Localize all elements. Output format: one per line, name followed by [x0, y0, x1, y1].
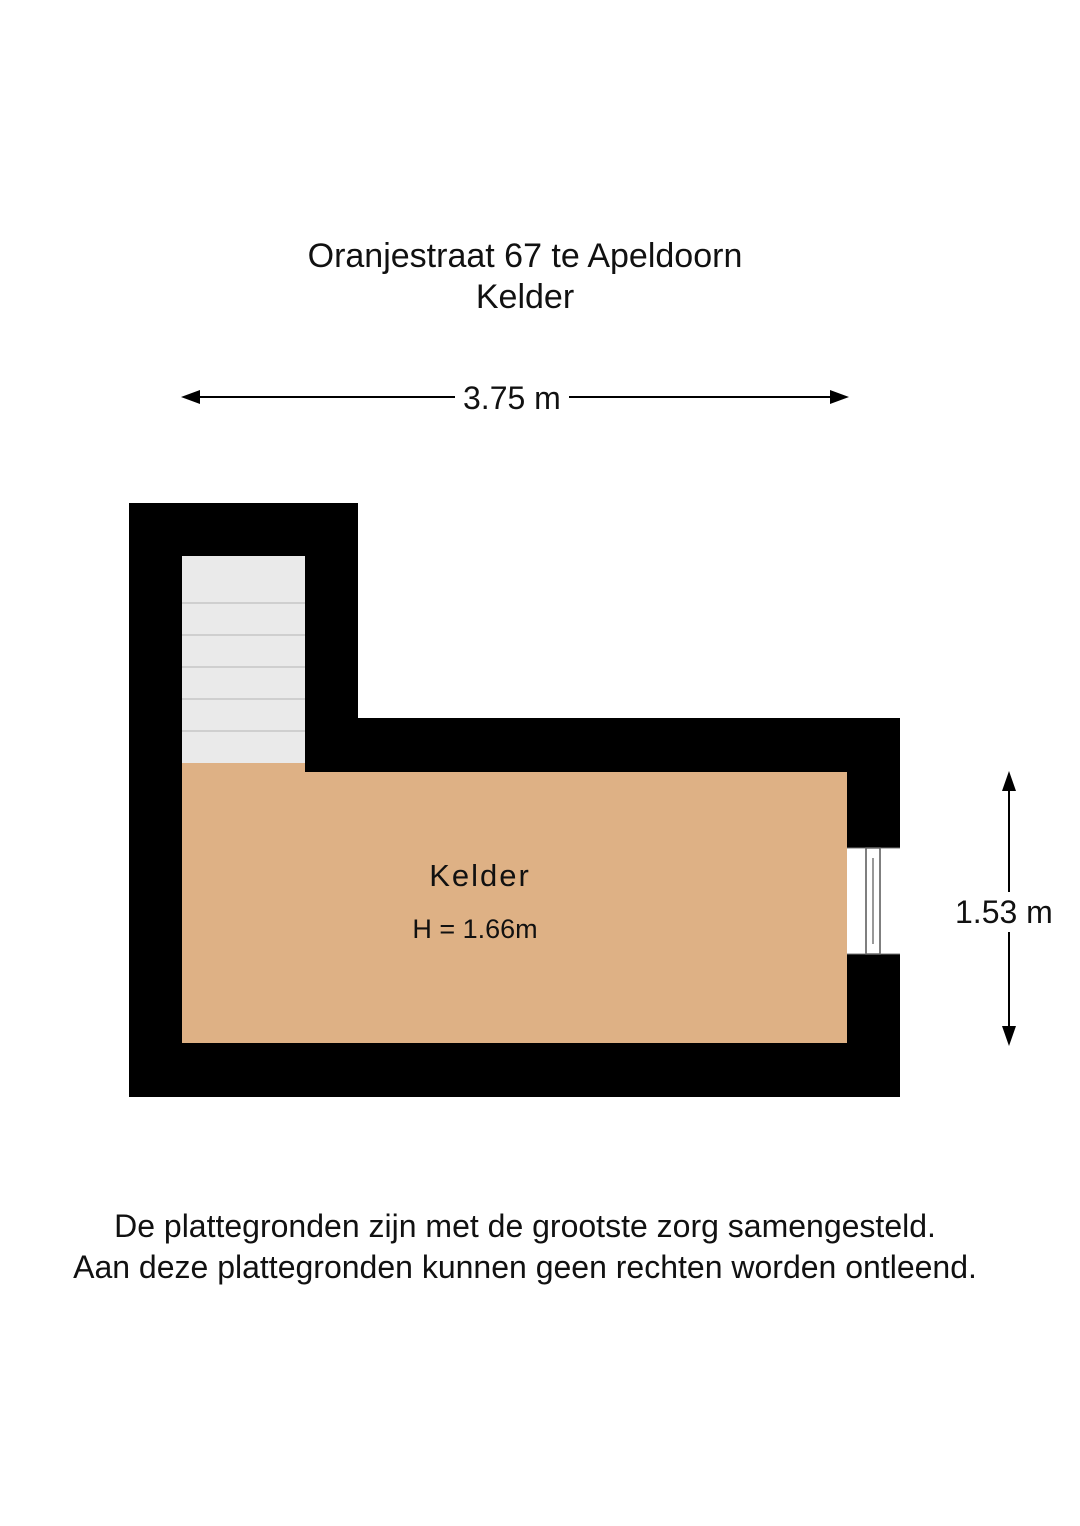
room-floor — [182, 763, 847, 1043]
room-ceiling-height: H = 1.66m — [412, 914, 538, 944]
disclaimer-line-1: De plattegronden zijn met de grootste zorg samengesteld. — [114, 1208, 936, 1244]
address-title: Oranjestraat 67 te Apeldoorn — [307, 237, 743, 275]
window — [847, 848, 900, 954]
staircase — [182, 556, 305, 766]
height-dimension-label: 1.53 m — [955, 894, 1053, 930]
room-name: Kelder — [429, 858, 531, 893]
width-dimension-label: 3.75 m — [455, 380, 569, 416]
disclaimer-line-2: Aan deze plattegronden kunnen geen rechten worden ontleend. — [73, 1249, 977, 1285]
floor-title: Kelder — [475, 278, 575, 316]
